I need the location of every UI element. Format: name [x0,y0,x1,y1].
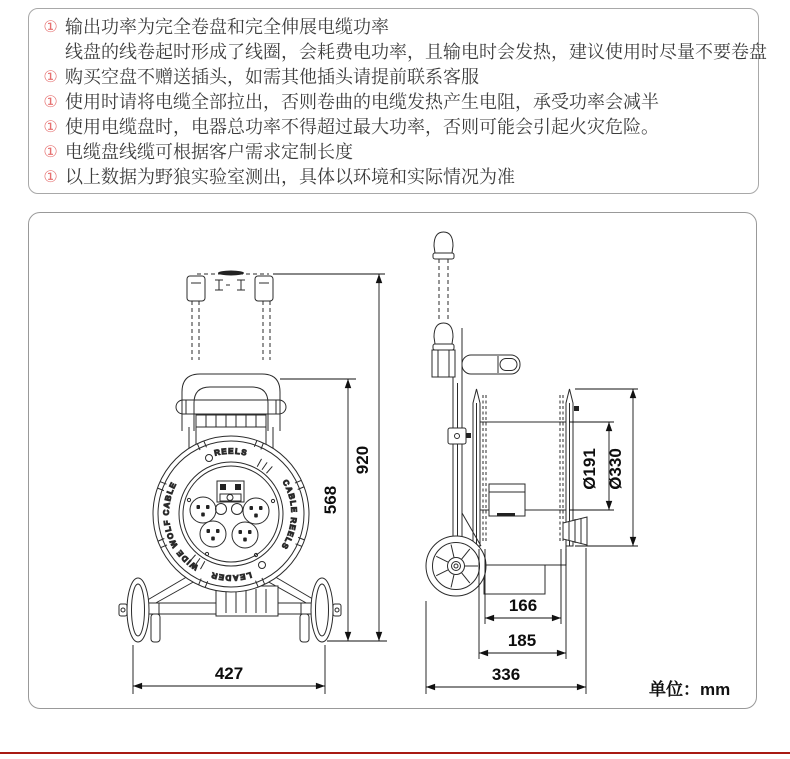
note-text: 使用电缆盘时，电器总功率不得超过最大功率，否则可能会引起火灾危险。 [65,117,659,137]
clock-bullet-icon: ① [43,144,58,161]
note-item [41,140,752,165]
red-divider-line [0,752,790,754]
grip-logo-mark [218,271,244,276]
side-view [426,232,587,596]
dimension-diagram-panel [28,212,757,709]
note-text: 电缆盘线缆可根据客户需求定制长度 [65,142,353,162]
reel-text-top: REELS [213,446,249,458]
note-item [41,65,752,90]
note-text: 以上数据为野狼实验室测出，具体以环境和实际情况为准 [65,167,515,187]
note-item [41,90,752,115]
note-text: 使用时请将电缆全部拉出，否则卷曲的电缆发热产生电阻，承受功率会减半 [65,92,659,112]
dim-drum-inner-width: 166 [508,596,538,615]
power-socket [243,498,269,524]
dim-base-width: 427 [214,664,244,683]
note-item [41,165,752,190]
dim-flange-diameter: Ø330 [606,448,625,490]
clock-bullet-icon: ① [43,169,58,186]
note-text: 线盘的线卷起时形成了线圈，会耗费电功率，且输电时会发热，建议使用时尽量不要卷盘 [65,42,767,62]
clock-bullet-icon: ① [43,119,58,136]
dim-flange-width: 185 [507,631,537,650]
power-socket [232,522,258,548]
clock-bullet-icon: ① [43,19,58,36]
reel-text-left: WIDE WOLF CABLE [161,480,200,572]
power-socket [200,521,226,547]
dim-base-depth: 336 [491,665,521,684]
note-text: 输出功率为完全卷盘和完全伸展电缆功率 [65,17,389,37]
front-view [119,271,341,643]
dim-core-diameter: Ø191 [580,448,599,490]
unit-label: 单位：mm [649,680,731,699]
reel-text-right: CABLE REELS [279,478,299,552]
reel-face [153,436,309,592]
front-left-wheel [127,578,149,642]
notes-panel [28,8,767,194]
clock-bullet-icon: ① [43,69,58,86]
power-socket [190,497,216,523]
dim-total-height: 920 [353,445,372,475]
note-item [41,15,752,40]
note-text: 购买空盘不赠送插头，如需其他插头请提前联系客服 [65,67,479,87]
reel-text-bottom: LEADER [209,570,253,583]
dim-body-height: 568 [321,485,340,515]
note-item-continuation [41,40,767,65]
winding-crank [462,355,520,374]
clock-bullet-icon: ① [43,94,58,111]
front-right-wheel [311,578,333,642]
dimension-drawing [29,213,756,707]
note-item [41,115,752,140]
